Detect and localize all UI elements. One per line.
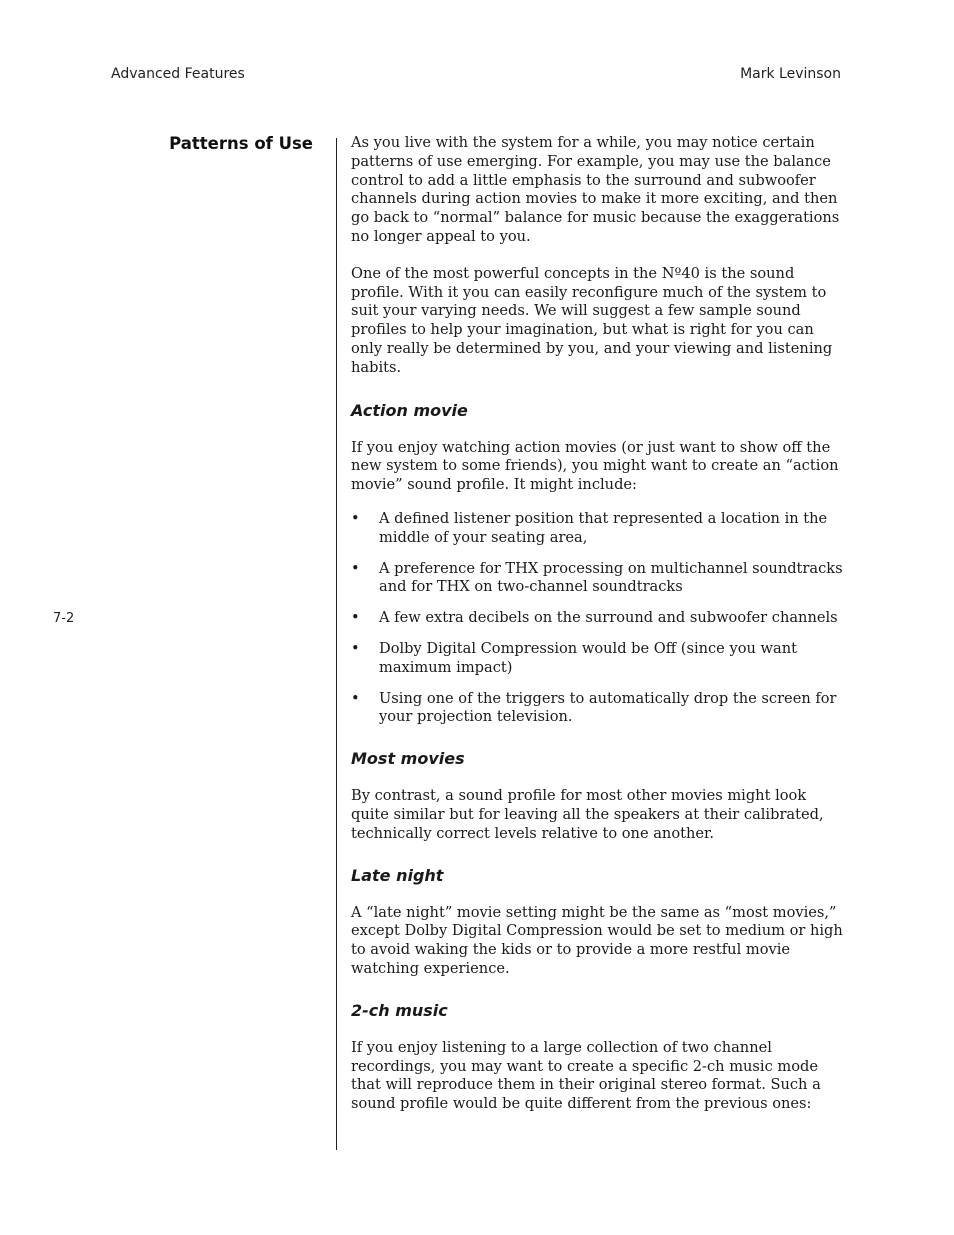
- running-head-right: Mark Levinson: [740, 66, 841, 82]
- page-number: 7-2: [53, 611, 75, 626]
- list-item-text: A preference for THX processing on multichannel soundtracks and for THX on two-channel soundtracks: [379, 559, 843, 596]
- bullet-glyph: •: [351, 609, 360, 627]
- running-head-left: Advanced Features: [111, 66, 245, 82]
- list-item: [351, 690, 843, 728]
- list-item: [351, 609, 843, 628]
- bullet-glyph: •: [351, 689, 360, 707]
- subhead-2ch-music: 2-ch music: [351, 1000, 448, 1020]
- late-night-paragraph: A “late night” movie setting might be the same as “most movies,” except Dolby Digital Compression would be set to medium or high to avoid waking the kids or to provide a more restful movie watching experience.: [351, 903, 843, 977]
- action-movie-bullet-list: [351, 510, 843, 727]
- action-movie-paragraph: If you enjoy watching action movies (or just want to show off the new system to some friends), you might want to create an “action movie” sound profile. It might include:: [351, 438, 839, 494]
- list-item: [351, 640, 843, 678]
- list-item-text: Using one of the triggers to automatically drop the screen for your projection television.: [379, 689, 837, 726]
- main-text-column: [351, 134, 843, 1114]
- bullet-glyph: •: [351, 509, 360, 527]
- list-item: [351, 560, 843, 598]
- subhead-late-night: Late night: [351, 865, 444, 885]
- list-item: [351, 510, 843, 548]
- most-movies-paragraph: By contrast, a sound profile for most other movies might look quite similar but for leaving all the speakers at their calibrated, technically correct levels relative to one another.: [351, 787, 824, 842]
- list-item-text: A few extra decibels on the surround and subwoofer channels: [379, 609, 838, 627]
- list-item-text: Dolby Digital Compression would be Off (since you want maximum impact): [379, 639, 797, 676]
- list-item-text: A defined listener position that represented a location in the middle of your seating area,: [379, 509, 828, 546]
- 2ch-music-paragraph: If you enjoy listening to a large collection of two channel recordings, you may want to create a specific 2-ch music mode that will reproduce them in their original stereo format. Such a sound profile would be quite different from the previous ones:: [351, 1038, 821, 1113]
- bullet-glyph: •: [351, 639, 360, 657]
- subhead-action-movie: Action movie: [351, 400, 468, 420]
- intro-paragraph-1: As you live with the system for a while, you may notice certain patterns of use emerging. For example, you may use the balance control to add a little emphasis to the surround and subwoofer channels during action movies to make it more exciting, and then go back to “normal” balance for music because the exaggerations no longer appeal to you.: [351, 134, 840, 245]
- section-title: Patterns of Use: [169, 134, 313, 153]
- intro-paragraph-2: One of the most powerful concepts in the Nº40 is the sound profile. With it you can easily reconfigure much of the system to suit your varying needs. We will suggest a few sample sound profiles to help your imagination, but what is right for you can only really be determined by you, and your viewing and listening habits.: [351, 264, 833, 376]
- subhead-most-movies: Most movies: [351, 749, 465, 769]
- bullet-glyph: •: [351, 559, 360, 577]
- vertical-rule: [336, 138, 337, 1150]
